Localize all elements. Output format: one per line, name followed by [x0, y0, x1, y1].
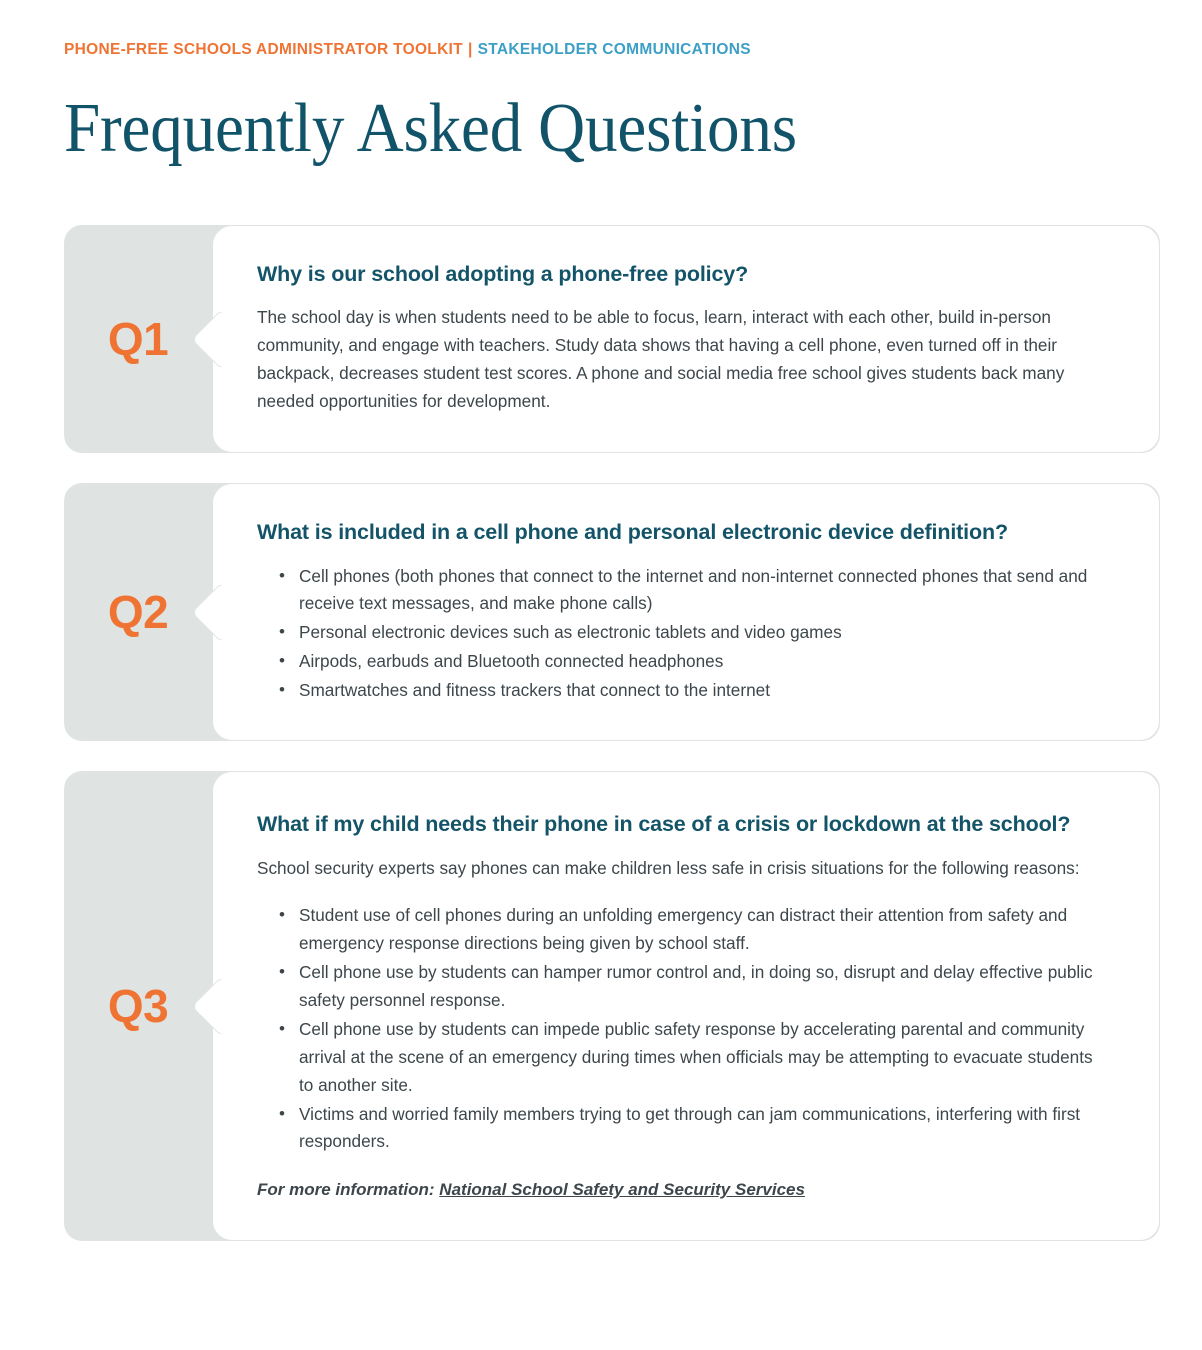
list-item: • Cell phone use by students can impede public safety response by accelerating parental and community arrival at the scene of an emergency during times when officials may be attempting to evacuate students to another site.: [279, 1016, 1111, 1100]
eyebrow-section-label: STAKEHOLDER COMMUNICATIONS: [477, 41, 751, 58]
faq-question-heading: What is included in a cell phone and personal electronic device definition?: [257, 519, 1008, 544]
faq-answer-paragraph: School security experts say phones can make children less safe in crisis situations for the following reasons:: [257, 857, 1080, 878]
list-item: • Smartwatches and fitness trackers that connect to the internet: [279, 677, 1111, 705]
faq-question-number: Q2: [107, 585, 169, 638]
list-item: • Airpods, earbuds and Bluetooth connected headphones: [279, 648, 1111, 676]
faq-list: [64, 164, 1160, 1242]
faq-item: [64, 771, 1160, 1241]
list-item: • Student use of cell phones during an unfolding emergency can distract their attention from safety and emergency response directions being given by school staff.: [279, 902, 1111, 958]
list-item: • Cell phone use by students can hamper rumor control and, in doing so, disrupt and delay effective public safety personnel response.: [279, 959, 1111, 1015]
faq-card: [212, 771, 1160, 1241]
faq-footnote-prefix: For more information:: [257, 1180, 435, 1200]
faq-question-heading: Why is our school adopting a phone-free policy?: [257, 261, 749, 286]
faq-item: [64, 483, 1160, 741]
faq-answer-bullet-list: [257, 563, 1111, 705]
faq-question-number: Q1: [107, 312, 169, 365]
eyebrow-breadcrumb: [64, 0, 1160, 58]
faq-answer-paragraph: The school day is when students need to be able to focus, learn, interact with each other, build in-person community, and engage with teachers. Study data shows that having a cell phone, even turned off in their backpack, decreases student test scores. A phone and social media free school gives students back many needed opportunities for development.: [257, 307, 1065, 411]
faq-card: [212, 483, 1160, 741]
page-title: Frequently Asked Questions: [64, 89, 797, 167]
faq-question-heading: What if my child needs their phone in case of a crisis or lockdown at the school?: [257, 811, 1071, 836]
faq-answer-bullet-list: [257, 902, 1111, 1156]
eyebrow-separator: |: [467, 41, 473, 58]
faq-question-number: Q3: [107, 980, 169, 1033]
faq-item: [64, 225, 1160, 453]
faq-footnote: [257, 1180, 1111, 1200]
faq-card: [212, 225, 1160, 453]
list-item: • Personal electronic devices such as electronic tablets and video games: [279, 619, 1111, 647]
list-item: • Cell phones (both phones that connect to the internet and non-internet connected phones that send and receive text messages, and make phone calls): [279, 563, 1111, 619]
eyebrow-toolkit-label: PHONE-FREE SCHOOLS ADMINISTRATOR TOOLKIT: [64, 41, 463, 58]
national-school-safety-link[interactable]: National School Safety and Security Services: [439, 1180, 805, 1200]
list-item: • Victims and worried family members trying to get through can jam communications, interfering with first responders.: [279, 1101, 1111, 1157]
